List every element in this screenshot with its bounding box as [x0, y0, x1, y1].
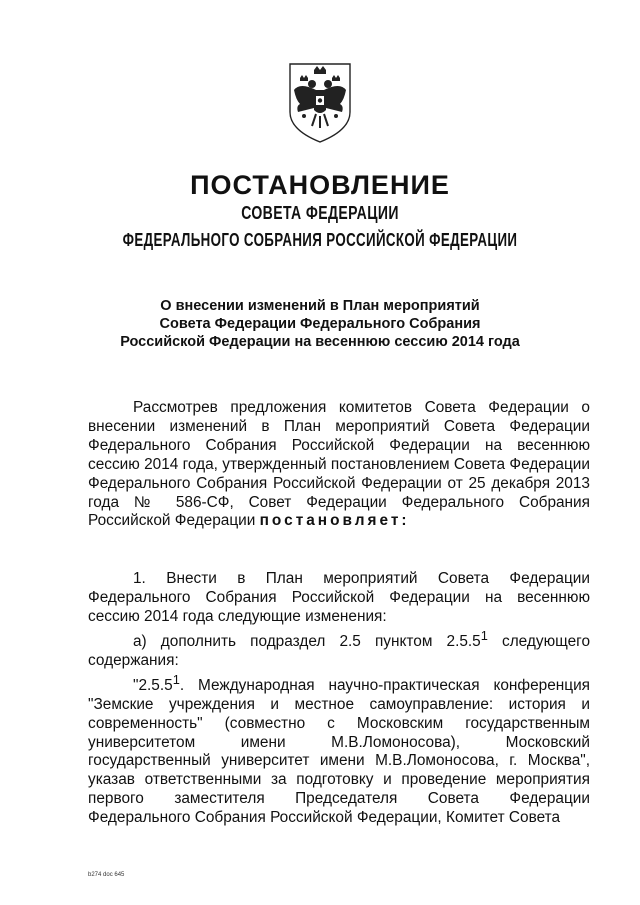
quoted-item-superscript: 1 [172, 671, 180, 687]
item-1a-text-tail: следующего содержания: [88, 632, 590, 669]
decree-items [88, 570, 590, 828]
document-title: ПОСТАНОВЛЕНИЕ [190, 170, 450, 200]
document-footer-code: b274 doc 645 [88, 872, 125, 878]
item-1a-paragraph [88, 627, 590, 671]
document-subject [80, 297, 560, 351]
subject-line: О внесении изменений в План мероприятий [160, 298, 480, 314]
document-subtitle-council: СОВЕТА ФЕДЕРАЦИИ [241, 203, 399, 223]
subject-line: Совета Федерации Федерального Собрания [159, 316, 481, 332]
item-1a-text: а) дополнить подраздел 2.5 пунктом 2.5.5 [133, 632, 481, 650]
quoted-item-text: . Международная научно-практическая конференция "Земские учреждения и местное самоуправление: история и современность" (совместно с Московским государственным университетом имени М.В.Ломоносова), Московский государственный университет имени М.В.Ломоносова, г. Москва", указав ответственными за подготовку и проведение мероприятия первого заместителя Председателя Совета Федерации Федерального Собрания Российской Федерации, Комитет Совета [88, 676, 590, 827]
coat-of-arms-emblem [286, 60, 354, 144]
preamble-text: Рассмотрев предложения комитетов Совета Федерации о внесении изменений в План мероприятий Совета Федерации Федерального Собрания Российской Федерации на весеннюю сессию 2014 года, утвержденный постановлением Совета Федерации Федерального Собрания Российской Федерации от 25 декабря 2013 года № 586-СФ, Совет Федерации Федерального Собрания Российской Федерации [88, 399, 590, 530]
quoted-item-number: "2.5.5 [133, 676, 173, 694]
quoted-item-paragraph [88, 671, 590, 828]
item-1-paragraph: 1. Внести в План мероприятий Совета Федерации Федерального Собрания Российской Федерации на весеннюю сессию 2014 года следующие изменения: [88, 570, 590, 625]
document-subtitle-assembly: ФЕДЕРАЛЬНОГО СОБРАНИЯ РОССИЙСКОЙ ФЕДЕРАЦИИ [122, 230, 518, 250]
decree-word: постановляет: [259, 512, 410, 530]
subject-line: Российской Федерации на весеннюю сессию 2014 года [120, 334, 520, 350]
preamble-paragraph [88, 399, 590, 531]
item-1a-superscript: 1 [480, 627, 488, 643]
